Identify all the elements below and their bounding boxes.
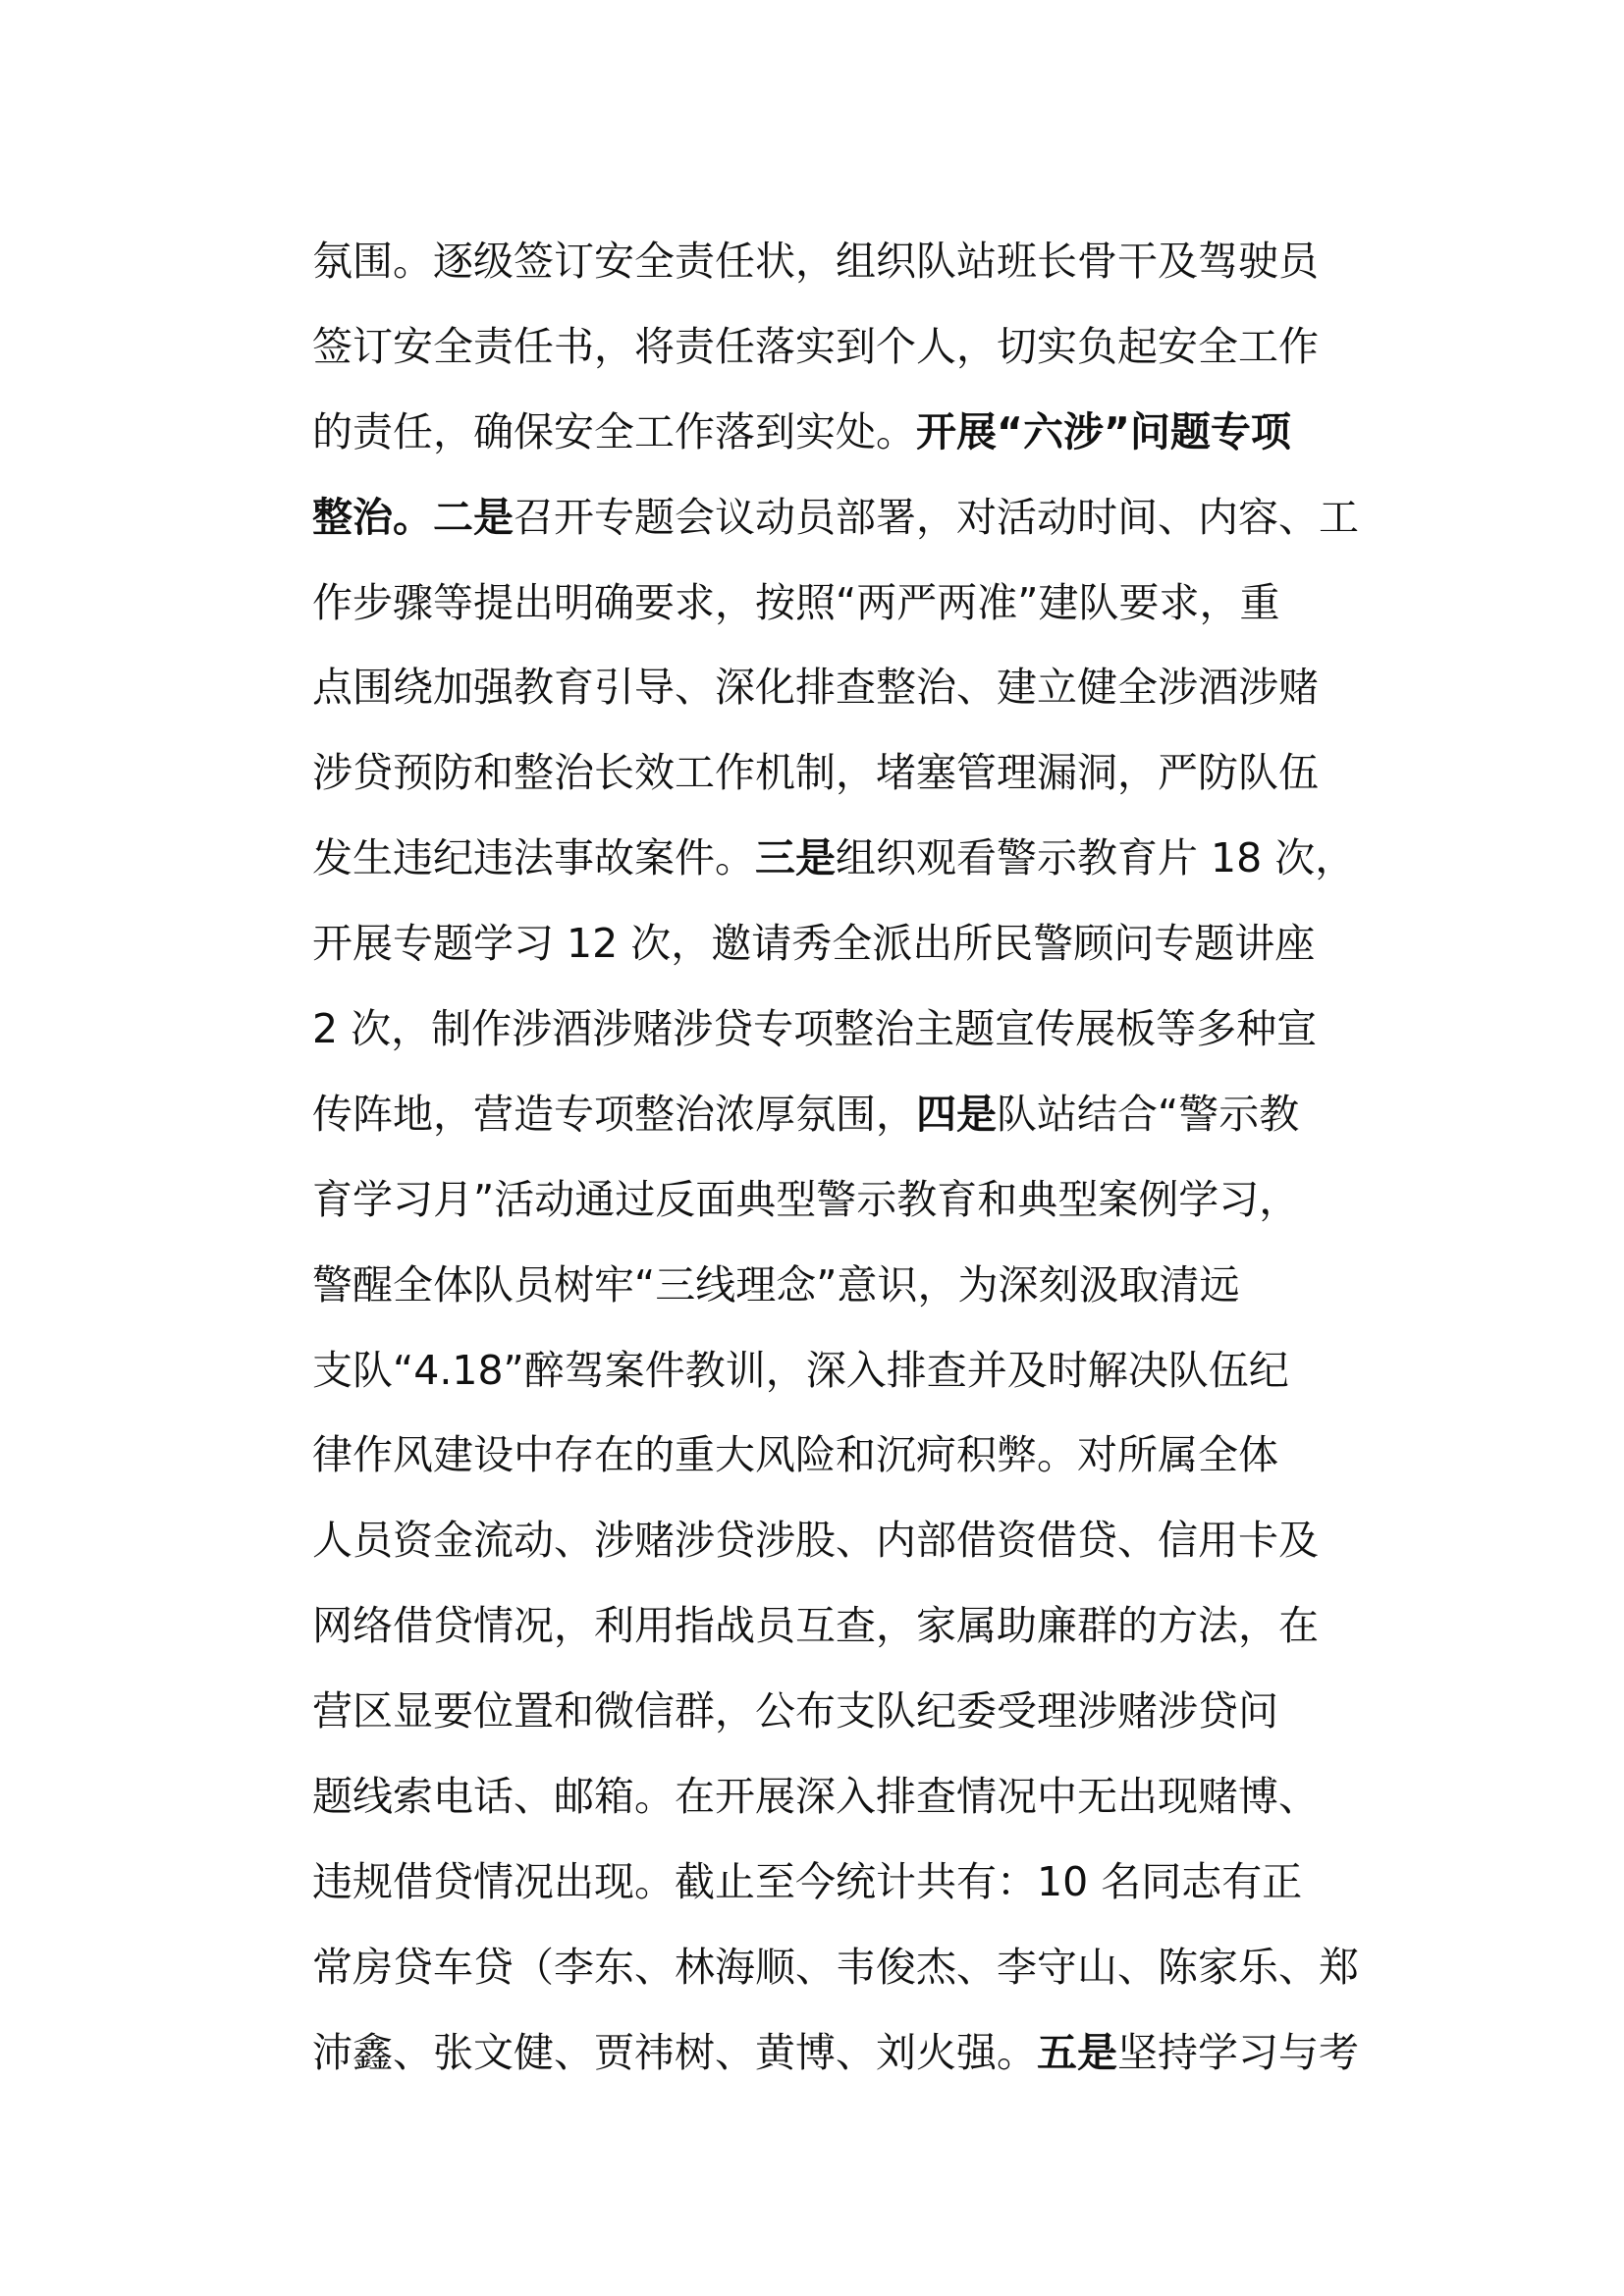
text-line	[312, 1754, 1402, 1840]
bold-text-segment: 四是	[916, 1090, 997, 1138]
text-segment: 的责任，确保安全工作落到实处。	[312, 407, 916, 455]
text-segment: 营区显要位置和微信群，公布支队纪委受理涉赌涉贷问	[312, 1687, 1278, 1735]
text-line	[312, 816, 1402, 901]
text-line	[312, 730, 1402, 816]
text-segment: 召开专题会议动员部署，对活动时间、内容、工	[514, 493, 1359, 541]
bold-text-segment: 五是	[1037, 2028, 1117, 2076]
bold-text-segment: 开展“六涉”问题专项	[916, 407, 1291, 455]
text-line	[312, 1669, 1402, 1754]
bold-text-segment: 二是	[433, 493, 514, 541]
text-line	[312, 1413, 1402, 1498]
bold-text-segment: 三是	[755, 834, 836, 882]
text-segment: 发生违纪违法事故案件。	[312, 834, 755, 882]
text-segment: 开展专题学习 12 次，邀请秀全派出所民警顾问专题讲座	[312, 920, 1316, 968]
text-segment: 点围绕加强教育引导、深化排查整治、建立健全涉酒涉赌	[312, 664, 1319, 712]
text-segment: 队站结合“警示教	[997, 1090, 1300, 1138]
text-line	[312, 304, 1402, 390]
text-line	[312, 987, 1402, 1072]
text-segment: 警醒全体队员树牢“三线理念”意识，为深刻汲取清远	[312, 1260, 1240, 1308]
text-segment: 作步骤等提出明确要求，按照“两严两准”建队要求，重	[312, 578, 1280, 626]
text-line	[312, 1583, 1402, 1669]
text-segment: 组织观看警示教育片 18 次，	[836, 834, 1356, 882]
bold-text-segment: 整治。	[312, 493, 433, 541]
text-line	[312, 1243, 1402, 1328]
text-segment: 违规借贷情况出现。截止至今统计共有：10 名同志有正	[312, 1857, 1303, 1905]
text-segment: 传阵地，营造专项整治浓厚氛围，	[312, 1090, 916, 1138]
text-segment: 氛围。逐级签订安全责任状，组织队站班长骨干及驾驶员	[312, 238, 1319, 285]
text-line	[312, 1840, 1402, 1925]
text-segment: 育学习月”活动通过反面典型警示教育和典型案例学习，	[312, 1175, 1300, 1223]
text-line	[312, 1925, 1402, 2010]
text-segment: 涉贷预防和整治长效工作机制，堵塞管理漏洞，严防队伍	[312, 749, 1319, 797]
body-paragraph	[312, 219, 1402, 2096]
text-segment: 人员资金流动、涉赌涉贷涉股、内部借资借贷、信用卡及	[312, 1517, 1319, 1565]
text-segment: 题线索电话、邮箱。在开展深入排查情况中无出现赌博、	[312, 1773, 1319, 1821]
text-segment: 2 次，制作涉酒涉赌涉贷专项整治主题宣传展板等多种宣	[312, 1005, 1318, 1053]
text-segment: 签订安全责任书，将责任落实到个人，切实负起安全工作	[312, 322, 1319, 370]
text-line	[312, 1328, 1402, 1414]
text-line	[312, 1498, 1402, 1583]
text-segment: 坚持学习与考	[1117, 2028, 1359, 2076]
text-line	[312, 2010, 1402, 2096]
text-line	[312, 1072, 1402, 1157]
text-line	[312, 901, 1402, 987]
text-segment: 网络借贷情况，利用指战员互查，家属助廉群的方法，在	[312, 1602, 1319, 1650]
text-line	[312, 561, 1402, 646]
text-segment: 支队“4.18”醉驾案件教训，深入排查并及时解决队伍纪	[312, 1346, 1289, 1394]
text-segment: 常房贷车贷（李东、林海顺、韦俊杰、李守山、陈家乐、郑	[312, 1943, 1359, 1991]
text-line	[312, 390, 1402, 475]
text-line	[312, 475, 1402, 561]
text-line	[312, 645, 1402, 730]
text-line	[312, 1157, 1402, 1243]
text-segment: 律作风建设中存在的重大风险和沉疴积弊。对所属全体	[312, 1431, 1278, 1479]
text-segment: 沛鑫、张文健、贾祎树、黄博、刘火强。	[312, 2028, 1037, 2076]
text-line	[312, 219, 1402, 304]
